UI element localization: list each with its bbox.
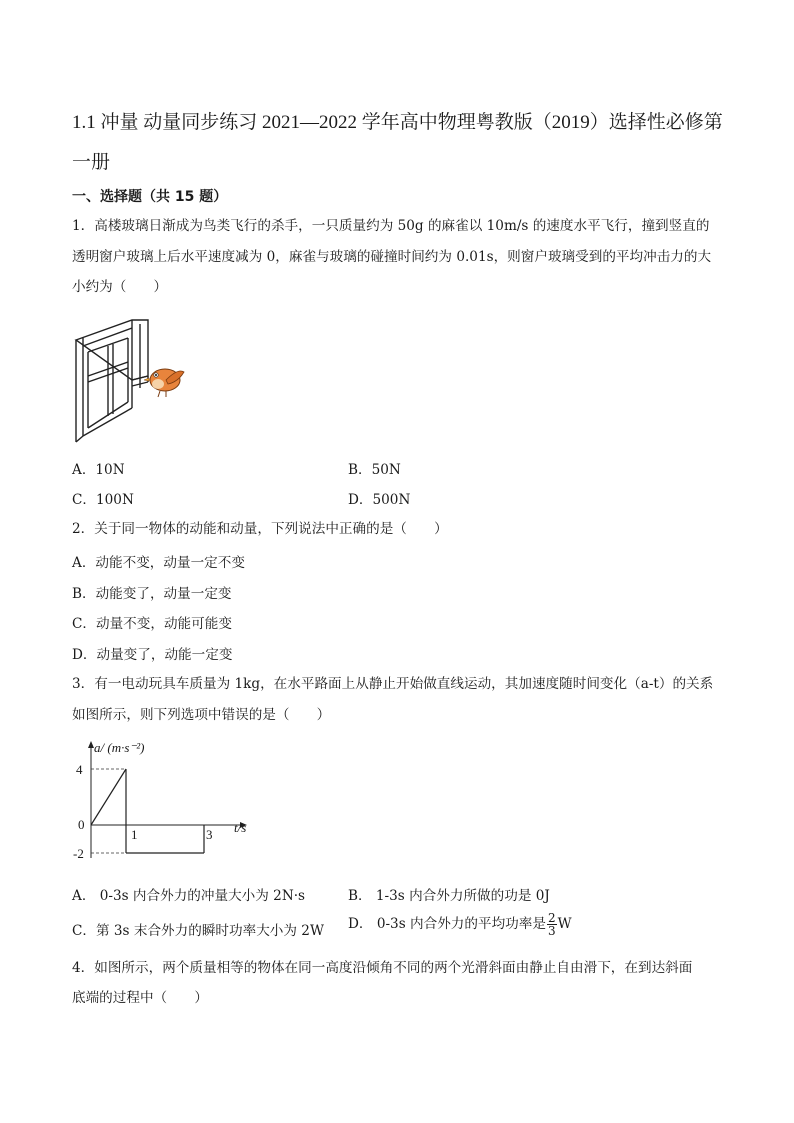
q3-option-b[interactable]: B． 1-3s 内合外力所做的功是 0J [348, 888, 550, 904]
q3-line-2: 如图所示，则下列选项中错误的是（ ） [72, 707, 331, 723]
q1-option-c[interactable]: C．100N [72, 492, 134, 508]
q1-line-2: 透明窗户玻璃上后水平速度减为 0，麻雀与玻璃的碰撞时间约为 0.01s，则窗户玻璃受到的平均冲击力的大 [72, 249, 712, 265]
q4-line-1: 4．如图所示，两个质量相等的物体在同一高度沿倾角不同的两个光滑斜面由静止自由滑下，在到达斜面 [72, 960, 693, 976]
q2-stem: 2．关于同一物体的动能和动量，下列说法中正确的是（ ） [72, 521, 448, 537]
graph-tick-1: 1 [131, 827, 138, 842]
graph-tick-neg2: -2 [73, 846, 84, 861]
graph-tick-3: 3 [206, 827, 213, 842]
q3-option-a[interactable]: A． 0-3s 内合外力的冲量大小为 2N·s [72, 888, 306, 904]
graph-tick-0: 0 [78, 817, 85, 832]
window-bird-figure [70, 318, 190, 446]
q2-option-b[interactable]: B．动能变了，动量一定变 [72, 586, 232, 602]
q3-option-d[interactable] [348, 912, 572, 937]
fraction-numerator: 2 [547, 911, 556, 925]
q4-line-2: 底端的过程中（ ） [72, 990, 208, 1006]
q1-option-a[interactable]: A．10N [72, 462, 125, 478]
q1-line-1: 1．高楼玻璃日渐成为鸟类飞行的杀手，一只质量约为 50g 的麻雀以 10m/s 的速度水平飞行，撞到竖直的 [72, 218, 710, 234]
graph-tick-4: 4 [76, 762, 83, 777]
fraction-denominator: 3 [547, 924, 556, 938]
q2-option-a[interactable]: A．动能不变，动量一定不变 [72, 555, 245, 571]
page-title: 1.1 冲量 动量同步练习 2021—2022 学年高中物理粤教版（2019）选择性必修第一册 [72, 112, 723, 173]
q2-option-c[interactable]: C．动量不变，动能可能变 [72, 616, 232, 632]
q3-option-c[interactable]: C．第 3s 末合外力的瞬时功率大小为 2W [72, 923, 324, 939]
q3-option-d-unit: W [557, 916, 572, 932]
bird-icon [144, 369, 184, 397]
acceleration-time-graph [70, 736, 270, 866]
q3-line-1: 3．有一电动玩具车质量为 1kg，在水平路面上从静止开始做直线运动，其加速度随时间变化（a-t）的关系 [72, 676, 714, 692]
q1-line-3: 小约为（ ） [72, 279, 168, 295]
graph-ylabel: a/ (m·s⁻²) [94, 740, 145, 755]
q1-option-d[interactable]: D．500N [348, 492, 411, 508]
q2-option-d[interactable]: D．动量变了，动能一定变 [72, 647, 233, 663]
section-heading: 一、选择题（共 15 题） [72, 189, 228, 205]
q3-option-d-text: D． 0-3s 内合外力的平均功率是 [348, 916, 546, 932]
fraction [547, 912, 557, 937]
graph-xlabel: t/s [234, 820, 247, 835]
q1-option-b[interactable]: B．50N [348, 462, 401, 478]
